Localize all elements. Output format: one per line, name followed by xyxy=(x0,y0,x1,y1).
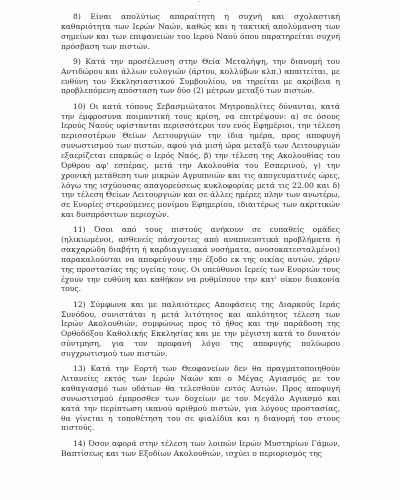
paragraph-13: 13) Κατά την Εορτή των Θεοφανείων δεν θα πραγματοποιηθούν Λιτανείες εκτός των Ιερών Ναών και ο Μέγας Αγιασμός με τον καθαγιασμό των υδάτων θα τελεσθούν εντός Αυτών. Προς αποφυγή συνωστισμού έμπροσθεν των δοχείων με τον Μεγάλο Αγιασμό και κατά την περίπτωση ικανού αριθμού πιστών, για λόγους προστασίας, θα γίνεται η τοποθέτηση του σε φιαλίδια και η διανομή του στους πιστούς. xyxy=(61,364,340,433)
paragraph-10: 10) Οι κατά τόπους Σεβασμιώτατοι Μητροπολίτες δύνανται, κατά την έμφροσυνα ποιμαντική τους κρίση, να επιτρέψουν: α) σε όσους Ιερούς Ναούς υφίστανται περισσότεροι του ενός Εφημέριοι, την τέλεση περισσοτέρων Θείων Λειτουργιών την ίδια ημέρα, προς αποφυγή συνωστισμού των πιστών, αφού γιά μισή ώρα μεταξύ των Λειτουργιών εξαερίζεται επαρκώς ο Ιερός Ναός, β) την τέλεση της Ακολουθίας του Όρθρου αφ' εσπέρας, μετά την Ακολουθία του Εσπερινού, γ) την χρονική μετάθεση των μικρών Αγρυπνιών και τις απογευματινές ώρες, λόγω της ισχύουσας απαγορεύσεως κυκλοφορίας μετά τις 22.00 και δ) την τέλεση Θείων Λειτουργιών και σε άλλες ημέρες πλην των ανωτέρω, σε Ενορίες στερούμενες μονίμου Εφημερίου, ιδιαιτέρως των ακριτικών και δυσπρόσιτων περιοχών. xyxy=(61,101,340,220)
paragraph-14: 14) Όσον αφορά στην τέλεση των λοιπών Ιερών Μυστηρίων Γάμων, Βαπτίσεως και των Εξοδίων Ακολουθιών, ισχύει ο περιορισμός της xyxy=(61,438,340,458)
paragraph-11: 11) Όσοι από τους πιστούς ανήκουν σε ευπαθείς ομάδες (ηλικιωμένοι, ασθενείς πάσχοντες από αναπνευστικά προβλήματα ή σακχαρώδη διαβήτη ή καρδιαγγειακά νοσήματα, ανοσοκατεσταλμένοι) παρακαλούνται να αποφεύγουν την έξοδο εκ της οικίας αυτών, χάριν της προστασίας της υγείας τους. Οι υπεύθυνοι Ιερείς των Ενοριών τους έχουν την ευθύνη και καθήκον να ρυθμίσουν την κατ' οίκον διακονία τους. xyxy=(61,225,340,294)
paragraph-8: 8) Είναι απολύτως απαραίτητη η συχνή και σχολαστική καθαριότητα των Ιερών Ναών, καθώς και η τακτική απολύμανση των σημείων και των επιφανειών του Ιερού Ναού όπου παρατηρείται συχνή πρόσβαση των πιστών. xyxy=(61,12,340,51)
paragraph-12: 12) Σύμφωνα και με παλαιότερες Αποφάσεις της Διαρκούς Ιεράς Συνόδου, συνιστάται η μετά λιτότητος και απλότητος τέλεση των Ιερών Ακολουθιών, συμφώνως προς τό ήθος και την παράδοση της Ορθοδόξου Καθολικής Εκκλησίας και με την μέγιστη κατά το δυνατόν σύντμηση, για τον προφανή λόγο της αποφυγής πολύωρου συγχρωτισμού των πιστών. xyxy=(61,299,340,358)
paragraph-9: 9) Κατά την προσέλευση στην Θεία Μεταλήψη, την διανομή του Αντιδώρου και άλλων ευλογιών (άρτου, κολλύβων κλπ.) απαιτείται, με ευθύνη του Εκκλησιαστικού Συμβουλίου, να τηρείται με ακρίβεια η προβλεπόμενη απόσταση των δύο (2) μέτρων μεταξύ των πιστών. xyxy=(61,56,340,96)
page-top-mark: · xyxy=(198,0,200,6)
